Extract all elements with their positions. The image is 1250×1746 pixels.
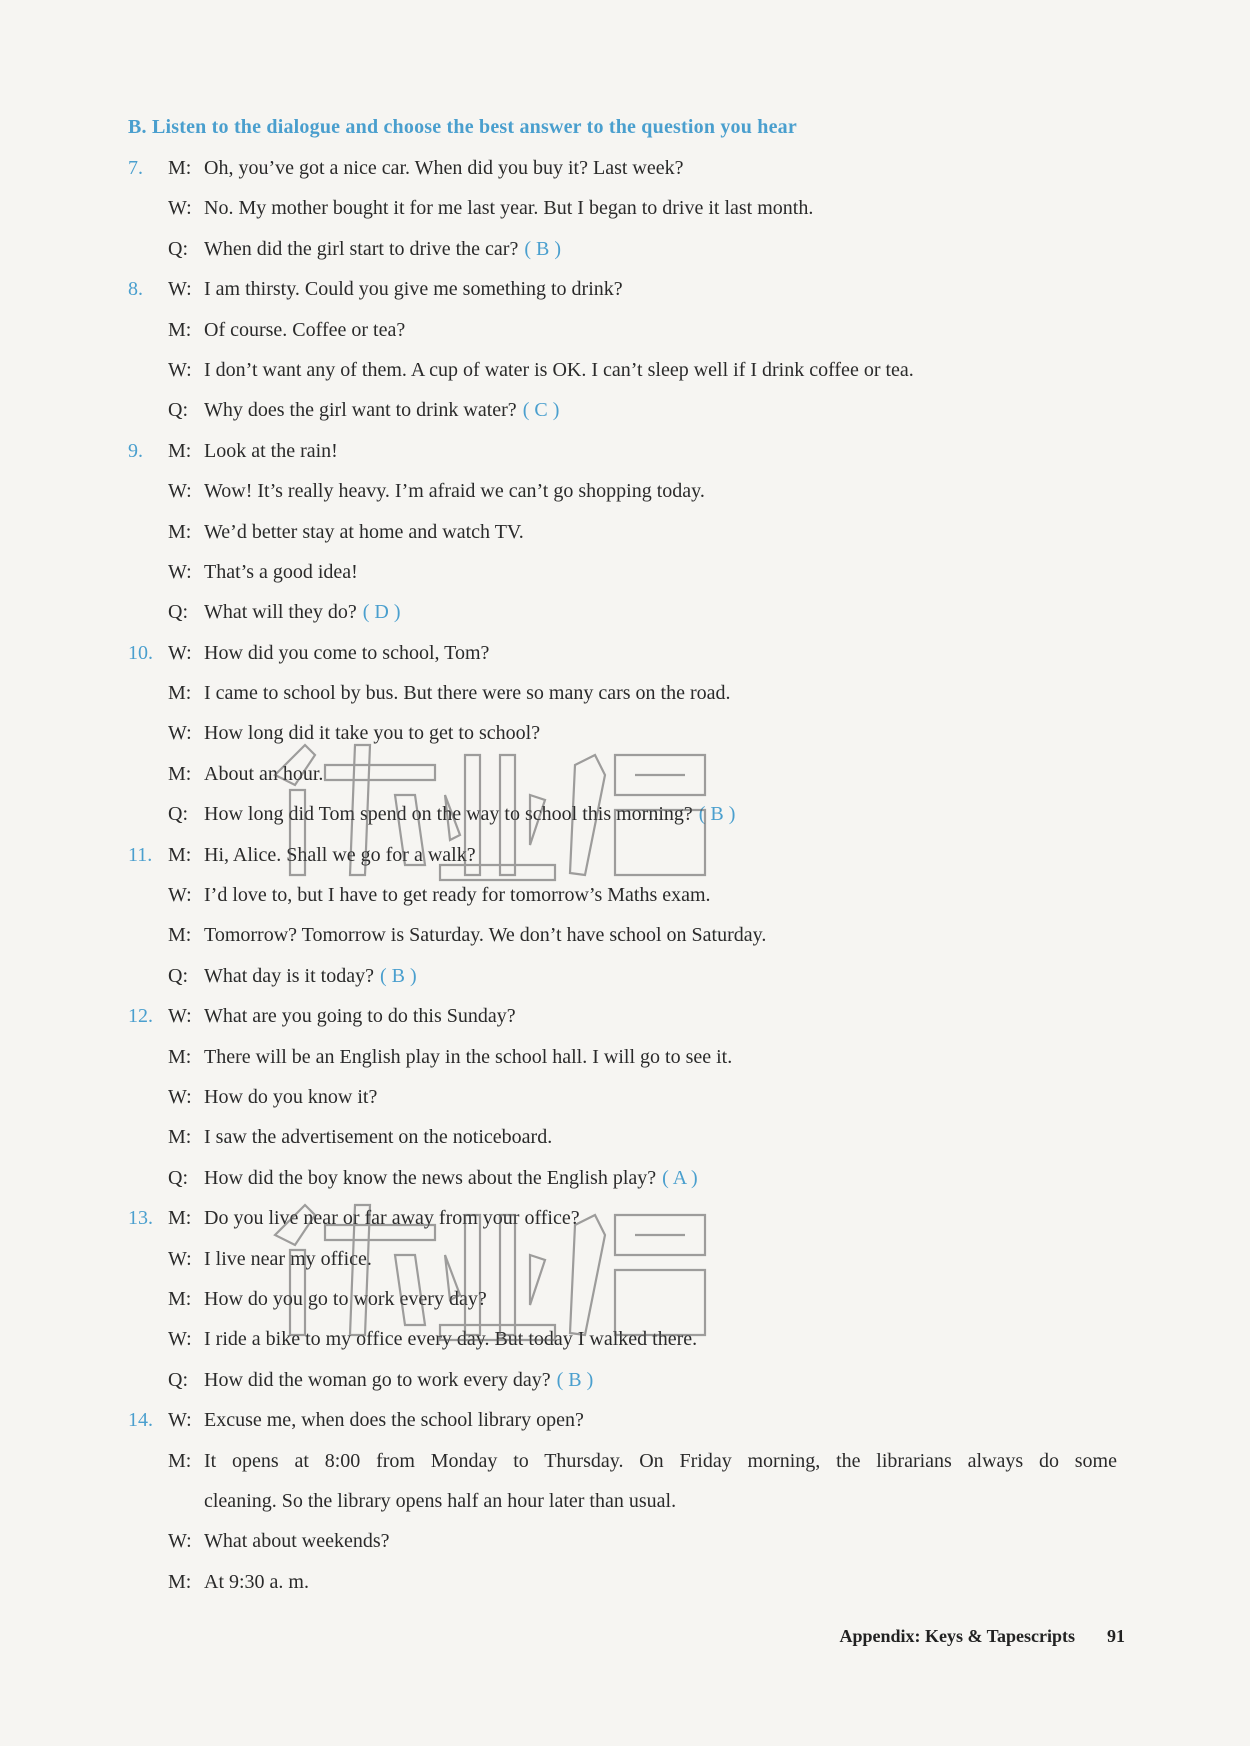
- speaker-label: Q:: [168, 1368, 188, 1391]
- speaker-label: M:: [168, 1126, 192, 1149]
- dialogue-line: [0, 1562, 1250, 1602]
- footer-label: Appendix: Keys & Tapescripts: [839, 1626, 1075, 1646]
- dialogue-text: [204, 431, 338, 471]
- question-number: 10.: [128, 641, 153, 664]
- dialogue-text: [204, 1521, 389, 1561]
- dialogue-text: [204, 188, 813, 228]
- dialogue-text: [204, 1198, 580, 1238]
- speaker-label: M:: [168, 439, 192, 462]
- speaker-label: W:: [168, 560, 192, 583]
- dialogue-text: [204, 390, 559, 430]
- speaker-label: W:: [168, 884, 192, 907]
- dialogue-text: [204, 1441, 1117, 1481]
- dialogue-text-content: I’d love to, but I have to get ready for tomorrow’s Maths exam.: [204, 884, 711, 907]
- dialogue-line: [0, 1077, 1250, 1117]
- answer-key: ( C ): [522, 399, 560, 422]
- dialogue-text-content: I don’t want any of them. A cup of water is OK. I can’t sleep well if I drink coffee or tea.: [204, 358, 914, 381]
- dialogue-line: [0, 592, 1250, 632]
- dialogue-text-content: I saw the advertisement on the noticeboard.: [204, 1126, 553, 1149]
- dialogue-text: [204, 269, 623, 309]
- dialogue-line: [0, 1117, 1250, 1157]
- dialogue-line: [0, 1521, 1250, 1561]
- answer-key: ( A ): [662, 1166, 698, 1189]
- speaker-label: Q:: [168, 601, 188, 624]
- dialogue-text: [204, 794, 735, 834]
- speaker-label: M:: [168, 1045, 192, 1068]
- dialogue-line: [0, 1198, 1250, 1238]
- dialogue-text: [204, 633, 489, 673]
- dialogue-line: [0, 1400, 1250, 1440]
- answer-key: ( B ): [379, 964, 417, 987]
- dialogue-line: [0, 188, 1250, 228]
- dialogue-text: [204, 1481, 676, 1521]
- dialogue-line: [0, 148, 1250, 188]
- dialogue-line: [0, 835, 1250, 875]
- dialogue-text-content: What day is it today?: [204, 964, 374, 987]
- dialogue-text: [204, 1319, 697, 1359]
- dialogue-text-content: cleaning. So the library opens half an hour later than usual.: [204, 1489, 677, 1512]
- page-footer: [0, 1626, 1125, 1647]
- dialogue-text: [204, 1037, 732, 1077]
- speaker-label: W:: [168, 1328, 192, 1351]
- speaker-label: M:: [168, 924, 192, 947]
- dialogue-text-content: I live near my office.: [204, 1247, 372, 1270]
- dialogue-list: [0, 148, 1250, 1602]
- dialogue-line: [0, 1279, 1250, 1319]
- dialogue-text-content: There will be an English play in the school hall. I will go to see it.: [204, 1045, 733, 1068]
- answer-key: ( B ): [698, 803, 736, 826]
- dialogue-line: [0, 269, 1250, 309]
- speaker-label: M:: [168, 1207, 192, 1230]
- dialogue-line: [0, 350, 1250, 390]
- section-heading: B. Listen to the dialogue and choose the best answer to the question you hear: [128, 116, 797, 138]
- dialogue-text-content: What are you going to do this Sunday?: [204, 1005, 516, 1028]
- speaker-label: M:: [168, 843, 192, 866]
- question-number: 14.: [128, 1409, 153, 1432]
- speaker-label: M:: [168, 520, 192, 543]
- dialogue-text: [204, 1562, 309, 1602]
- speaker-label: W:: [168, 197, 192, 220]
- dialogue-line: [0, 512, 1250, 552]
- dialogue-text: [204, 915, 766, 955]
- dialogue-text: [204, 956, 417, 996]
- dialogue-text-content: Wow! It’s really heavy. I’m afraid we can’t go shopping today.: [204, 480, 705, 503]
- dialogue-line: [0, 956, 1250, 996]
- question-number: 8.: [128, 278, 143, 301]
- dialogue-text: [204, 148, 683, 188]
- dialogue-text: [204, 835, 476, 875]
- dialogue-line: [0, 1360, 1250, 1400]
- dialogue-line: [0, 1037, 1250, 1077]
- question-number: 13.: [128, 1207, 153, 1230]
- dialogue-text-content: At 9:30 a. m.: [204, 1570, 309, 1593]
- speaker-label: M:: [168, 1449, 192, 1472]
- dialogue-line: [0, 1481, 1250, 1521]
- dialogue-text-content: Do you live near or far away from your office?: [204, 1207, 580, 1230]
- dialogue-text-content: Tomorrow? Tomorrow is Saturday. We don’t have school on Saturday.: [204, 924, 767, 947]
- speaker-label: W:: [168, 358, 192, 381]
- speaker-label: W:: [168, 480, 192, 503]
- page-number: 91: [1107, 1626, 1125, 1646]
- dialogue-line: [0, 1239, 1250, 1279]
- dialogue-text: [204, 1117, 552, 1157]
- dialogue-line: [0, 229, 1250, 269]
- dialogue-line: [0, 754, 1250, 794]
- dialogue-line: [0, 996, 1250, 1036]
- dialogue-text-content: How do you know it?: [204, 1085, 378, 1108]
- dialogue-text-content: Of course. Coffee or tea?: [204, 318, 406, 341]
- dialogue-text: [204, 1279, 487, 1319]
- dialogue-text-content: How long did it take you to get to school?: [204, 722, 541, 745]
- speaker-label: Q:: [168, 1166, 188, 1189]
- dialogue-text-content: What about weekends?: [204, 1530, 390, 1553]
- dialogue-text-content: I came to school by bus. But there were so many cars on the road.: [204, 682, 731, 705]
- question-number: 11.: [128, 843, 153, 866]
- question-number: 9.: [128, 439, 143, 462]
- dialogue-line: [0, 1319, 1250, 1359]
- dialogue-text: [204, 1077, 377, 1117]
- dialogue-line: [0, 1441, 1250, 1481]
- dialogue-text-content: How did the boy know the news about the English play?: [204, 1166, 657, 1189]
- speaker-label: W:: [168, 1409, 192, 1432]
- dialogue-line: [0, 633, 1250, 673]
- speaker-label: W:: [168, 1247, 192, 1270]
- speaker-label: M:: [168, 682, 192, 705]
- dialogue-text-content: How do you go to work every day?: [204, 1287, 487, 1310]
- dialogue-text-content: Why does the girl want to drink water?: [204, 399, 517, 422]
- speaker-label: M:: [168, 1570, 192, 1593]
- dialogue-text: [204, 1400, 584, 1440]
- dialogue-text-content: How did you come to school, Tom?: [204, 641, 490, 664]
- dialogue-text: [204, 229, 561, 269]
- dialogue-text: [204, 713, 540, 753]
- speaker-label: M:: [168, 1287, 192, 1310]
- dialogue-text: [204, 1239, 372, 1279]
- speaker-label: W:: [168, 1085, 192, 1108]
- dialogue-text-content: I am thirsty. Could you give me something to drink?: [204, 278, 623, 301]
- dialogue-line: [0, 915, 1250, 955]
- dialogue-text: [204, 754, 323, 794]
- dialogue-text: [204, 350, 914, 390]
- dialogue-text-content: How long did Tom spend on the way to school this morning?: [204, 803, 693, 826]
- dialogue-text: [204, 552, 358, 592]
- dialogue-line: [0, 310, 1250, 350]
- dialogue-text: [204, 471, 705, 511]
- speaker-label: M:: [168, 762, 192, 785]
- dialogue-text-content: Hi, Alice. Shall we go for a walk?: [204, 843, 476, 866]
- speaker-label: M:: [168, 318, 192, 341]
- dialogue-text-content: When did the girl start to drive the car?: [204, 237, 519, 260]
- dialogue-text-content: I ride a bike to my office every day. But today I walked there.: [204, 1328, 698, 1351]
- dialogue-text-content: That’s a good idea!: [204, 560, 358, 583]
- speaker-label: Q:: [168, 803, 188, 826]
- dialogue-text-content: How did the woman go to work every day?: [204, 1368, 551, 1391]
- speaker-label: W:: [168, 1530, 192, 1553]
- dialogue-text-content: Oh, you’ve got a nice car. When did you buy it? Last week?: [204, 157, 684, 179]
- dialogue-text-content: It opens at 8:00 from Monday to Thursday. On Friday morning, the librarians always do some: [204, 1449, 1117, 1472]
- dialogue-line: [0, 875, 1250, 915]
- dialogue-line: [0, 713, 1250, 753]
- dialogue-text-content: What will they do?: [204, 601, 357, 624]
- dialogue-text-content: No. My mother bought it for me last year. But I began to drive it last month.: [204, 197, 814, 220]
- dialogue-text: [204, 592, 401, 632]
- speaker-label: Q:: [168, 399, 188, 422]
- dialogue-line: [0, 471, 1250, 511]
- dialogue-line: [0, 1158, 1250, 1198]
- speaker-label: W:: [168, 722, 192, 745]
- dialogue-text-content: Excuse me, when does the school library open?: [204, 1409, 584, 1432]
- dialogue-text-content: We’d better stay at home and watch TV.: [204, 520, 524, 543]
- dialogue-line: [0, 431, 1250, 471]
- speaker-label: W:: [168, 641, 192, 664]
- dialogue-text: [204, 512, 524, 552]
- question-number: 12.: [128, 1005, 153, 1028]
- dialogue-text-content: Look at the rain!: [204, 439, 338, 462]
- dialogue-line: [0, 794, 1250, 834]
- answer-key: ( D ): [362, 601, 401, 624]
- answer-key: ( B ): [556, 1368, 594, 1391]
- dialogue-line: [0, 390, 1250, 430]
- answer-key: ( B ): [524, 237, 561, 260]
- dialogue-text: [204, 1360, 593, 1400]
- dialogue-text: [204, 1158, 698, 1198]
- dialogue-text: [204, 875, 711, 915]
- question-number: 7.: [128, 157, 143, 179]
- dialogue-text: [204, 673, 731, 713]
- dialogue-line: [0, 673, 1250, 713]
- speaker-label: Q:: [168, 964, 188, 987]
- speaker-label: Q:: [168, 237, 188, 260]
- speaker-label: W:: [168, 1005, 192, 1028]
- dialogue-text: [204, 310, 405, 350]
- dialogue-text: [204, 996, 516, 1036]
- speaker-label: W:: [168, 278, 192, 301]
- dialogue-text-content: About an hour.: [204, 762, 324, 785]
- speaker-label: M:: [168, 157, 192, 179]
- dialogue-line: [0, 552, 1250, 592]
